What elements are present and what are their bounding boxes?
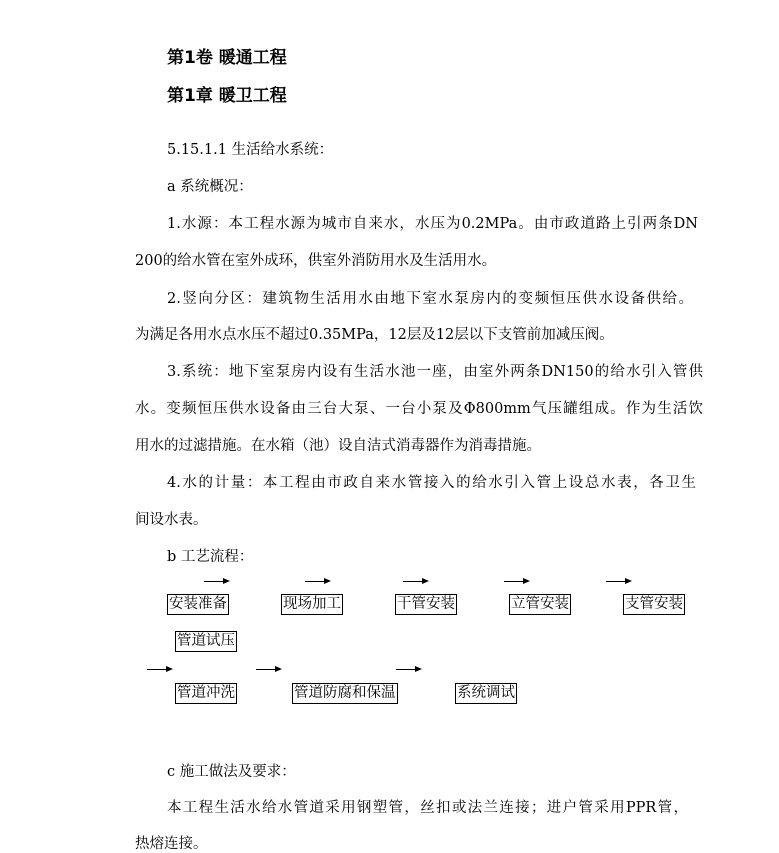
flow-step: 现场加工 (281, 594, 343, 615)
flow-step: 系统调试 (455, 683, 517, 704)
paragraph-line: 用水的过滤措施。在水箱（池）设自洁式消毒器作为消毒措施。 (135, 438, 541, 454)
flow-step: 安装准备 (167, 594, 229, 615)
flow-arrow (396, 669, 420, 670)
paragraph-line: 2.竖向分区：建筑物生活用水由地下室水泵房内的变频恒压供水设备供给。 (167, 291, 693, 307)
paragraph-line: 热熔连接。 (135, 836, 208, 852)
flow-step: 管道防腐和保温 (292, 683, 398, 704)
paragraph-line: 水。变频恒压供水设备由三台大泵、一台小泵及Φ800mm气压罐组成。作为生活饮 (135, 401, 703, 417)
paragraph-line: 200的给水管在室外成环，供室外消防用水及生活用水。 (135, 253, 497, 269)
flow-step: 立管安装 (509, 594, 571, 615)
section-title: 5.15.1.1 生活给水系统： (167, 142, 334, 158)
flow-step: 支管安装 (623, 594, 685, 615)
paragraph-line: 4.水的计量：本工程由市政自来水管接入的给水引入管上设总水表，各卫生 (167, 475, 696, 491)
volume-heading: 第1卷 暖通工程 (167, 48, 287, 68)
flow-arrow (147, 669, 171, 670)
paragraph-line: 间设水表。 (135, 512, 208, 528)
flow-arrow (305, 581, 329, 582)
flow-arrow (256, 669, 280, 670)
overview-label: a 系统概况： (167, 179, 253, 195)
paragraph-line: 为满足各用水点水压不超过0.35MPa，12层及12层以下支管前加减压阀。 (135, 327, 614, 343)
chapter-heading: 第1章 暖卫工程 (167, 86, 287, 106)
construction-label: c 施工做法及要求： (167, 764, 296, 780)
paragraph-line: 3.系统：地下室泵房内设有生活水池一座，由室外两条DN150的给水引入管供 (167, 364, 703, 380)
flow-step: 干管安装 (395, 594, 457, 615)
flow-arrow (403, 581, 427, 582)
paragraph-line: 本工程生活水给水管道采用钢塑管，丝扣或法兰连接；进户管采用PPR管， (167, 800, 688, 816)
flow-arrow (204, 581, 228, 582)
flow-step: 管道试压 (175, 631, 237, 652)
flow-arrow (504, 581, 528, 582)
flow-step: 管道冲洗 (175, 683, 237, 704)
paragraph-line: 1.水源：本工程水源为城市自来水，水压为0.2MPa。由市政道路上引两条DN (167, 216, 698, 232)
process-label: b 工艺流程： (167, 549, 254, 565)
flow-arrow (606, 581, 630, 582)
